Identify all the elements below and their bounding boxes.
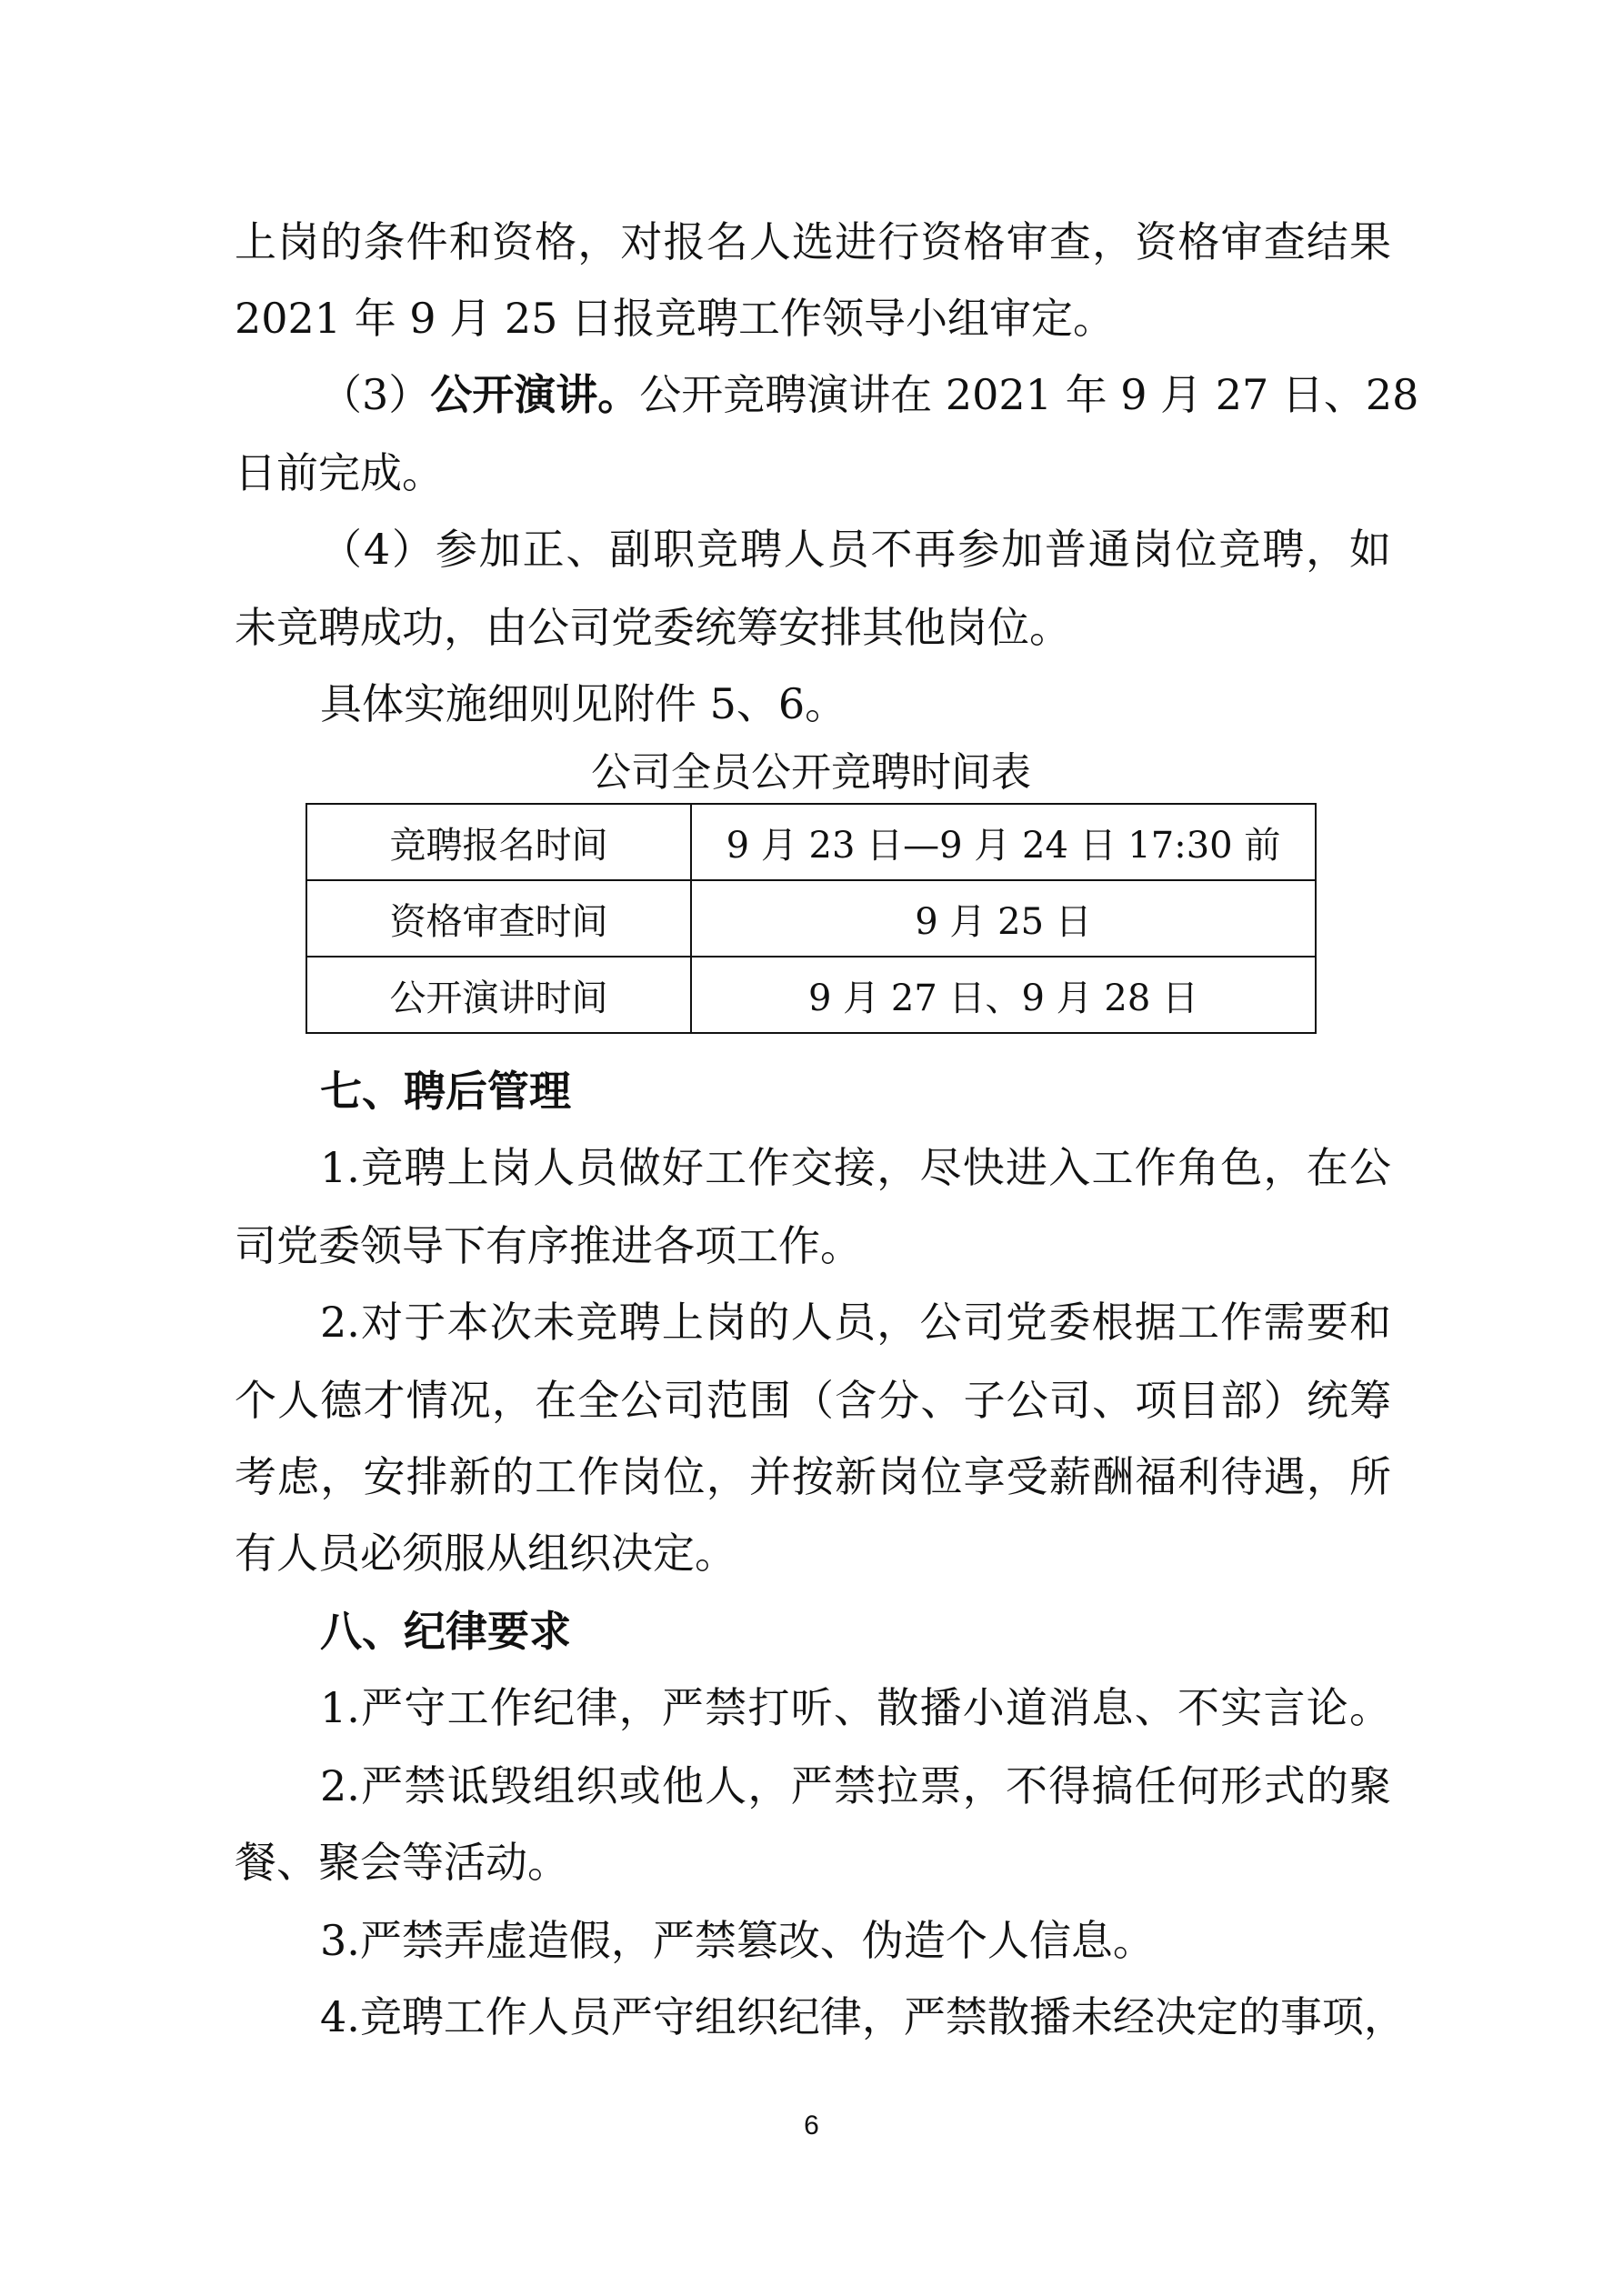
paragraph-line: 日前完成。 — [235, 448, 444, 497]
schedule-table — [306, 803, 1317, 1034]
table-row — [306, 880, 1316, 957]
paragraph-line: 2.严禁诋毁组织或他人，严禁拉票，不得搞任何形式的聚 — [320, 1761, 1391, 1810]
paragraph-line: 3.严禁弄虚造假，严禁篡改、伪造个人信息。 — [320, 1916, 1155, 1965]
paragraph-line — [320, 367, 1419, 422]
paragraph-line: 2.对于本次未竞聘上岗的人员，公司党委根据工作需要和 — [320, 1298, 1391, 1347]
bold-phrase: 公开演讲。 — [430, 370, 640, 419]
paragraph-line: （4）参加正、副职竞聘人员不再参加普通岗位竞聘，如 — [320, 525, 1391, 574]
paragraph-line: 1.严守工作纪律，严禁打听、散播小道消息、不实言论。 — [320, 1683, 1391, 1732]
paragraph-text: 公开竞聘演讲在 2021 年 9 月 27 日、28 — [639, 370, 1419, 419]
paragraph-line: 2021 年 9 月 25 日报竞聘工作领导小组审定。 — [235, 294, 1115, 343]
table-cell-label: 资格审查时间 — [306, 880, 691, 957]
paragraph-line: 司党委领导下有序推进各项工作。 — [235, 1221, 862, 1270]
table-caption: 公司全员公开竞聘时间表 — [591, 749, 1031, 796]
paragraph-line: 未竞聘成功，由公司党委统筹安排其他岗位。 — [235, 603, 1071, 652]
table-cell-value: 9 月 23 日—9 月 24 日 17:30 前 — [691, 804, 1316, 880]
table-cell-label: 公开演讲时间 — [306, 957, 691, 1033]
table-row — [306, 957, 1316, 1033]
paragraph-line: 个人德才情况，在全公司范围（含分、子公司、项目部）统筹 — [235, 1376, 1391, 1425]
table-cell-label: 竞聘报名时间 — [306, 804, 691, 880]
item-number: （3） — [320, 370, 431, 419]
paragraph-line: 上岗的条件和资格，对报名人选进行资格审查，资格审查结果 — [235, 217, 1391, 266]
section-heading: 八、纪律要求 — [320, 1607, 571, 1656]
paragraph-line: 餐、聚会等活动。 — [235, 1838, 569, 1887]
table-cell-value: 9 月 25 日 — [691, 880, 1316, 957]
section-heading: 七、聘后管理 — [320, 1067, 571, 1116]
paragraph-line: 考虑，安排新的工作岗位，并按新岗位享受薪酬福利待遇，所 — [235, 1452, 1391, 1501]
page-number: 6 — [804, 2111, 819, 2141]
paragraph-line: 具体实施细则见附件 5、6。 — [320, 679, 847, 728]
paragraph-line: 有人员必须服从组织决定。 — [235, 1529, 736, 1578]
paragraph-line: 4.竞聘工作人员严守组织纪律，严禁散播未经决定的事项， — [320, 1992, 1406, 2041]
paragraph-line: 1.竞聘上岗人员做好工作交接，尽快进入工作角色，在公 — [320, 1143, 1391, 1192]
table-row — [306, 804, 1316, 880]
table-cell-value: 9 月 27 日、9 月 28 日 — [691, 957, 1316, 1033]
